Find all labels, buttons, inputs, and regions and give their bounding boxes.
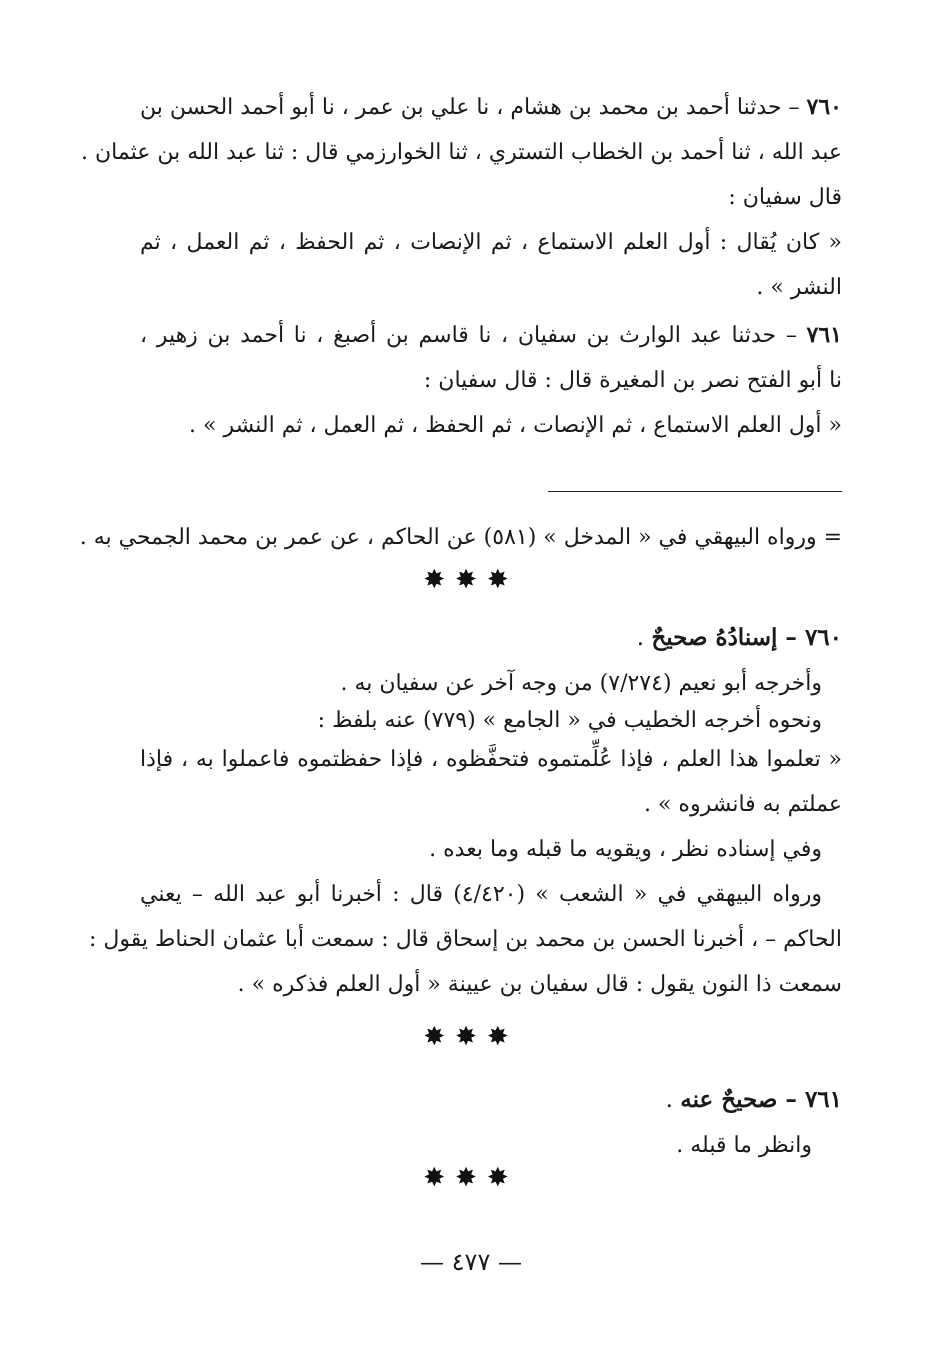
separator-stars-3: ✸✸✸ [423, 1163, 519, 1193]
note-760-line-4: عملتم به فانشروه » . [643, 792, 842, 817]
note-761-title: – صحيحٌ عنه [680, 1086, 805, 1113]
note-760-line-6: ورواه البيهقي في « الشعب » (٤/٤٢٠) قال : أخبرنا أبو عبد الله – يعني [140, 882, 822, 907]
hadith-761-line-1 [140, 313, 842, 358]
note-761-line-1: وانظر ما قبله . [676, 1133, 812, 1158]
note-760-title: – إسنادُهُ صحيحٌ [651, 624, 805, 651]
note-760-line-7: الحاكم – ، أخبرنا الحسن بن محمد بن إسحاق قال : سمعت أبا عثمان الحناط يقول : [88, 927, 842, 952]
note-761 [140, 1077, 842, 1168]
note-761-number: ٧٦١ [804, 1086, 842, 1113]
hadith-760-line-2: عبد الله ، ثنا أحمد بن الخطاب التستري ، ثنا الخوارزمي قال : ثنا عبد الله بن عثمان . [81, 140, 842, 165]
note-760-title-end: . [636, 625, 652, 651]
page-number: — ٤٧٧ — [420, 1248, 522, 1276]
hadith-760-number: ٧٦٠ [806, 94, 842, 120]
note-760-line-3: « تعلموا هذا العلم ، فإذا عُلِّمتموه فتحفَّظوه ، فإذا حفظتموه فاعملوا به ، فإذا [140, 747, 842, 772]
separator-stars-2: ✸✸✸ [423, 1022, 519, 1052]
hadith-761-text-1: – حدثنا عبد الوارث بن سفيان ، نا قاسم بن أصبغ ، نا أحمد بن زهير ، [140, 323, 807, 348]
note-761-title-end: . [665, 1087, 681, 1113]
footnote-divider [548, 491, 842, 492]
note-760-line-2: ونحوه أخرجه الخطيب في « الجامع » (٧٧٩) عنه بلفظ : [317, 708, 822, 733]
note-760-heading [140, 615, 842, 661]
note-760-number: ٧٦٠ [804, 624, 842, 651]
hadith-760-line-3: قال سفيان : [728, 185, 842, 210]
separator-stars-1: ✸✸✸ [423, 565, 519, 595]
hadith-760 [81, 85, 842, 310]
hadith-761-line-2: نا أبو الفتح نصر بن المغيرة قال : قال سفيان : [423, 368, 842, 393]
footnote-continuation [79, 515, 842, 560]
hadith-760-line-4: « كان يُقال : أول العلم الاستماع ، ثم الإنصات ، ثم الحفظ ، ثم العمل ، ثم [140, 230, 842, 255]
hadith-760-line-1 [140, 85, 842, 130]
hadith-761 [140, 313, 842, 448]
hadith-760-line-5: النشر » . [756, 275, 842, 300]
footnote-continuation-line: = ورواه البيهقي في « المدخل » (٥٨١) عن الحاكم ، عن عمر بن محمد الجمحي به . [79, 525, 842, 550]
note-760-line-1: وأخرجه أبو نعيم (٧/٢٧٤) من وجه آخر عن سفيان به . [340, 671, 822, 696]
hadith-761-number: ٧٦١ [806, 322, 842, 348]
hadith-761-line-3: « أول العلم الاستماع ، ثم الإنصات ، ثم الحفظ ، ثم العمل ، ثم النشر » . [189, 413, 842, 438]
note-760 [88, 615, 842, 1007]
hadith-760-text-1: – حدثنا أحمد بن محمد بن هشام ، نا علي بن عمر ، نا أبو أحمد الحسن بن [140, 95, 807, 120]
note-761-heading [140, 1077, 842, 1123]
note-760-line-5: وفي إسناده نظر ، ويقويه ما قبله وما بعده . [429, 837, 822, 862]
note-760-line-8: سمعت ذا النون يقول : قال سفيان بن عيينة « أول العلم فذكره » . [237, 972, 842, 997]
